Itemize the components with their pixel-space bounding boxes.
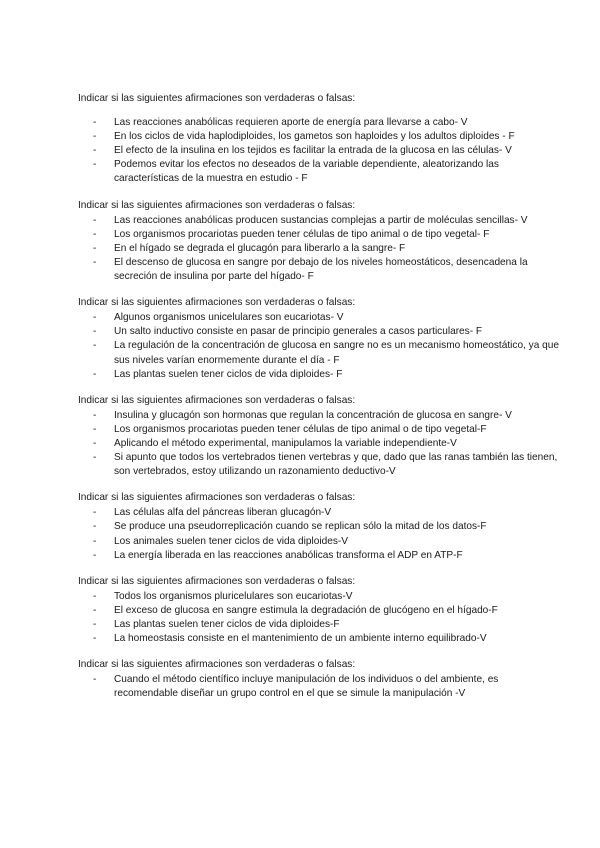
statement-text: Los organismos procariotas pueden tener células de tipo animal o de tipo vegetal-F	[114, 423, 487, 435]
dash-bullet: -	[93, 619, 97, 630]
dash-bullet: -	[93, 159, 97, 171]
dash-bullet: -	[93, 549, 97, 561]
dash-bullet: -	[93, 604, 97, 616]
statement-text: La energía liberada en las reacciones anabólicas transforma el ADP en ATP-F	[114, 549, 463, 561]
statement-item	[78, 618, 560, 632]
dash-bullet: -	[93, 590, 97, 602]
block-instruction: Indicar si las siguientes afirmaciones son verdaderas o falsas:	[78, 297, 356, 309]
question-block	[78, 575, 560, 646]
statement-list	[78, 311, 560, 381]
dash-bullet: -	[93, 423, 97, 435]
dash-bullet: -	[93, 535, 97, 547]
statement-list	[78, 590, 560, 646]
statement-text: Un salto inductivo consiste en pasar de principio generales a casos particulares- F	[114, 326, 483, 338]
dash-bullet: -	[93, 214, 97, 226]
question-block	[78, 658, 560, 701]
question-block	[78, 296, 560, 382]
statement-item	[78, 437, 560, 451]
statement-item	[78, 311, 560, 325]
statement-item	[78, 256, 560, 284]
block-instruction: Indicar si las siguientes afirmaciones son verdaderas o falsas:	[78, 492, 356, 504]
dash-bullet: -	[93, 409, 97, 421]
statement-text: Las plantas suelen tener ciclos de vida diploides- F	[114, 368, 343, 380]
statement-item	[78, 423, 560, 437]
statement-text: Algunos organismos unicelulares son eucariotas- V	[114, 312, 344, 324]
dash-bullet: -	[93, 452, 97, 464]
statement-item	[78, 535, 560, 549]
statement-text: El descenso de glucosa en sangre por debajo de los niveles homeostáticos, desencadena la secreción de insulina por parte del hígado- F	[114, 256, 528, 283]
dash-bullet: -	[93, 437, 97, 449]
dash-bullet: -	[93, 340, 97, 352]
dash-bullet: -	[93, 633, 97, 645]
statement-item	[78, 228, 560, 242]
dash-bullet: -	[93, 368, 97, 380]
statement-list	[78, 116, 560, 186]
statement-text: Si apunto que todos los vertebrados tienen vertebras y que, dado que las ranas también las tienen, son vertebrados, estoy utilizando un razonamiento deductivo-V	[114, 452, 558, 478]
statement-text: Los animales suelen tener ciclos de vida diploides-V	[114, 535, 348, 547]
statement-item	[78, 673, 560, 701]
statement-text: Las plantas suelen tener ciclos de vida diploides-F	[114, 619, 340, 630]
dash-bullet: -	[93, 228, 97, 240]
statement-text: Todos los organismos pluricelulares son eucariotas-V	[114, 590, 353, 602]
statement-text: Insulina y glucagón son hormonas que regulan la concentración de glucosa en sangre- V	[114, 409, 512, 421]
block-instruction: Indicar si las siguientes afirmaciones son verdaderas o falsas:	[78, 575, 356, 587]
dash-bullet: -	[93, 674, 97, 686]
question-block	[78, 491, 560, 562]
dash-bullet: -	[93, 326, 97, 338]
statement-item	[78, 339, 560, 367]
block-instruction: Indicar si las siguientes afirmaciones son verdaderas o falsas:	[78, 394, 356, 406]
statement-text: Cuando el método científico incluye manipulación de los individuos o del ambiente, es recomendable diseñar un grupo control en el que se simule la manipulación -V	[114, 674, 499, 700]
statement-item	[78, 116, 560, 130]
statement-text: La homeostasis consiste en el mantenimiento de un ambiente interno equilibrado-V	[114, 633, 487, 645]
statement-item	[78, 549, 560, 563]
statement-text: Aplicando el método experimental, manipulamos la variable independiente-V	[114, 437, 457, 449]
statement-item	[78, 590, 560, 604]
dash-bullet: -	[93, 256, 97, 268]
statement-text: El efecto de la insulina en los tejidos es facilitar la entrada de la glucosa en las células- V	[114, 145, 512, 157]
statement-item	[78, 520, 560, 534]
statement-item	[78, 214, 560, 228]
question-block	[78, 394, 560, 480]
statement-item	[78, 158, 560, 186]
statement-text: El exceso de glucosa en sangre estimula la degradación de glucógeno en el hígado-F	[114, 604, 498, 616]
dash-bullet: -	[93, 242, 97, 254]
dash-bullet: -	[93, 312, 97, 324]
statement-text: Los organismos procariotas pueden tener células de tipo animal o de tipo vegetal- F	[114, 228, 490, 240]
statement-item	[78, 325, 560, 339]
statement-text: La regulación de la concentración de glucosa en sangre no es un mecanismo homeostático, ya que sus niveles varían enormemente durante el día - F	[114, 340, 559, 366]
question-block	[78, 199, 560, 285]
dash-bullet: -	[93, 145, 97, 157]
dash-bullet: -	[93, 117, 97, 129]
dash-bullet: -	[93, 521, 97, 533]
statement-item	[78, 506, 560, 520]
statement-text: Las células alfa del páncreas liberan glucagón-V	[114, 507, 332, 519]
statement-text: Podemos evitar los efectos no deseados de la variable dependiente, aleatorizando las características de la muestra en estudio - F	[114, 159, 499, 185]
statement-item	[78, 632, 560, 646]
statement-item	[78, 242, 560, 256]
statement-list	[78, 214, 560, 284]
statement-text: Se produce una pseudorreplicación cuando se replican sólo la mitad de los datos-F	[114, 521, 487, 533]
statement-list	[78, 673, 560, 701]
statement-list	[78, 409, 560, 479]
statement-text: Las reacciones anabólicas requieren aporte de energía para llevarse a cabo- V	[114, 117, 468, 129]
question-block	[78, 92, 560, 187]
statement-list	[78, 506, 560, 562]
statement-text: Las reacciones anabólicas producen sustancias complejas a partir de moléculas sencillas- V	[114, 214, 528, 226]
statement-text: En los ciclos de vida haplodiploides, los gametos son haploides y los adultos diploides - F	[114, 131, 515, 143]
statement-item	[78, 144, 560, 158]
statement-item	[78, 130, 560, 144]
statement-item	[78, 368, 560, 382]
dash-bullet: -	[93, 131, 97, 143]
block-instruction: Indicar si las siguientes afirmaciones son verdaderas o falsas:	[78, 199, 356, 211]
statement-item	[78, 451, 560, 479]
dash-bullet: -	[93, 507, 97, 519]
block-instruction: Indicar si las siguientes afirmaciones son verdaderas o falsas:	[78, 93, 356, 104]
statement-item	[78, 604, 560, 618]
block-instruction: Indicar si las siguientes afirmaciones son verdaderas o falsas:	[78, 659, 356, 671]
statement-item	[78, 409, 560, 423]
statement-text: En el hígado se degrada el glucagón para liberarlo a la sangre- F	[114, 242, 406, 254]
